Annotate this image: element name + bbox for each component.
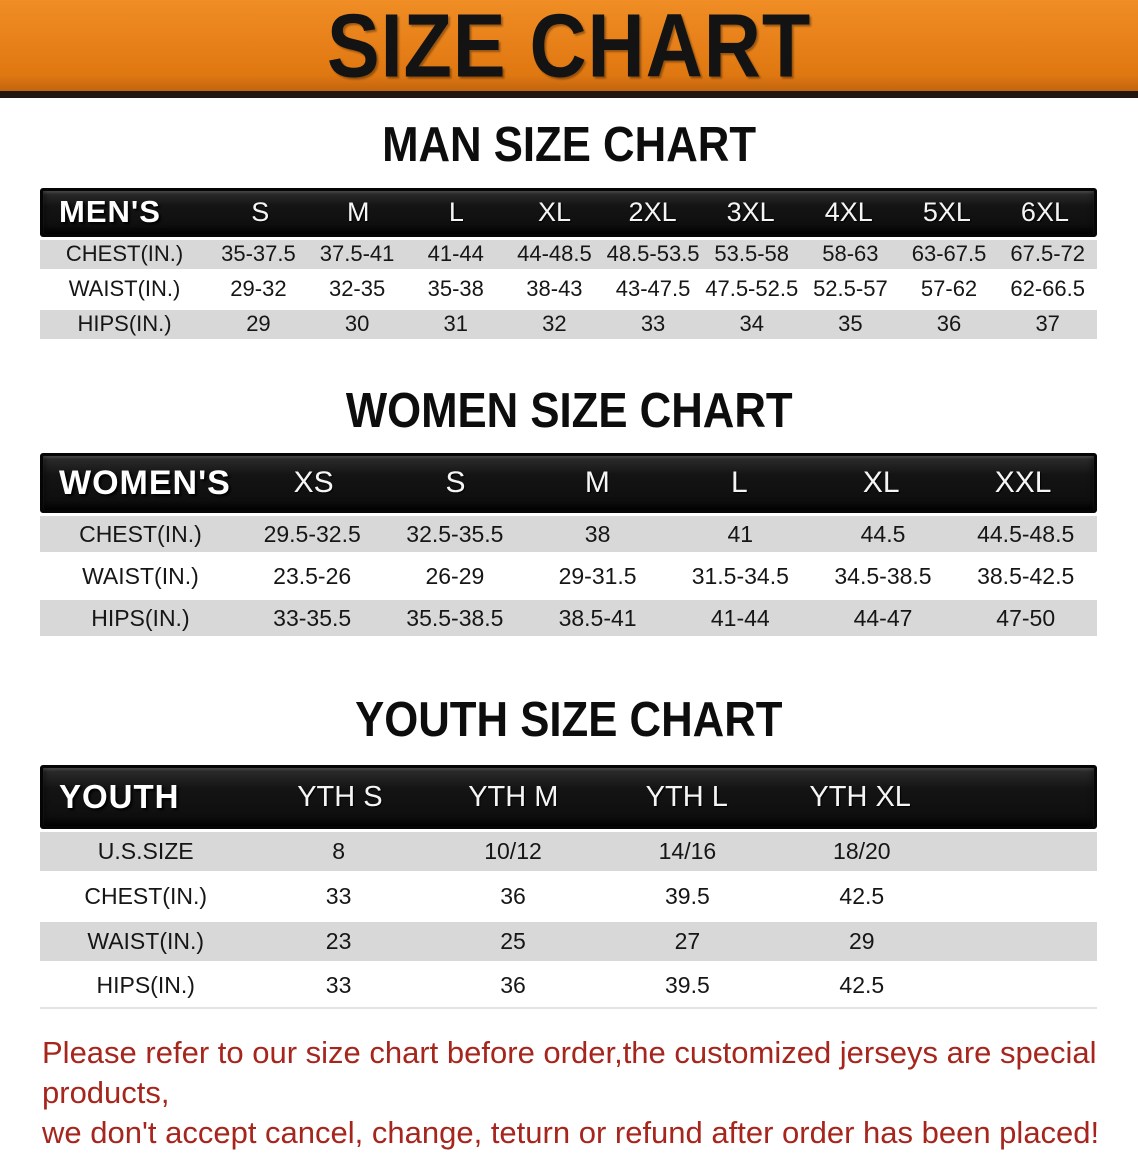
row-label: WAIST(IN.) bbox=[87, 928, 205, 955]
value-cell: 8 bbox=[332, 838, 345, 865]
value-cell: 38.5-42.5 bbox=[977, 562, 1075, 589]
size-header-cell: YTH L bbox=[645, 780, 728, 813]
disclaimer-line-2: we don't accept cancel, change, teturn or refund after order has been placed! bbox=[42, 1115, 1100, 1151]
value-cell: 43-47.5 bbox=[615, 276, 691, 302]
size-header-cell: YTH M bbox=[468, 780, 559, 813]
men-section-title bbox=[0, 115, 1138, 172]
value-cell: 14/16 bbox=[658, 838, 717, 865]
value-cell: 32-35 bbox=[328, 276, 386, 302]
row-label: CHEST(IN.) bbox=[65, 241, 184, 267]
table-row bbox=[40, 829, 1097, 874]
table-row bbox=[40, 237, 1097, 272]
table-header-label: YOUTH bbox=[59, 778, 180, 816]
size-header-cell: 4XL bbox=[824, 196, 873, 227]
value-cell: 35 bbox=[838, 311, 863, 337]
value-cell: 37.5-41 bbox=[319, 241, 395, 267]
size-header-cell: 6XL bbox=[1020, 196, 1069, 227]
value-cell: 29.5-32.5 bbox=[263, 520, 361, 547]
women-section-title-text: WOMEN SIZE CHART bbox=[345, 381, 793, 437]
value-cell: 41-44 bbox=[710, 604, 770, 631]
value-cell: 30 bbox=[344, 311, 370, 337]
table-header-label: WOMEN'S bbox=[59, 463, 231, 502]
youth-section-title-text: YOUTH SIZE CHART bbox=[355, 691, 783, 747]
size-header-cell: S bbox=[251, 196, 270, 227]
women-section-title bbox=[0, 381, 1138, 437]
size-header-cell: 5XL bbox=[922, 196, 971, 227]
section-women bbox=[0, 381, 1138, 640]
value-cell: 35.5-38.5 bbox=[406, 604, 504, 631]
value-cell: 47-50 bbox=[996, 604, 1056, 631]
value-cell: 32 bbox=[542, 311, 567, 337]
value-cell: 36 bbox=[500, 883, 526, 910]
value-cell: 38.5-41 bbox=[558, 604, 637, 631]
youth-size-table bbox=[40, 765, 1097, 1009]
size-header-cell: M bbox=[347, 196, 370, 227]
value-cell: 23 bbox=[325, 928, 352, 955]
value-cell: 38-43 bbox=[526, 276, 583, 302]
youth-section-title bbox=[0, 693, 1138, 745]
value-cell: 38 bbox=[584, 520, 611, 547]
row-label: HIPS(IN.) bbox=[96, 972, 195, 999]
size-header-cell: S bbox=[445, 466, 466, 500]
value-cell: 58-63 bbox=[822, 241, 879, 267]
women-size-table bbox=[40, 453, 1097, 639]
value-cell: 26-29 bbox=[425, 562, 485, 589]
table-header-row bbox=[40, 453, 1097, 513]
value-cell: 31.5-34.5 bbox=[691, 562, 789, 589]
value-cell: 23.5-26 bbox=[273, 562, 352, 589]
size-header-cell: 2XL bbox=[628, 196, 677, 227]
table-row bbox=[40, 272, 1097, 307]
value-cell: 62-66.5 bbox=[1010, 276, 1085, 302]
value-cell: 34 bbox=[739, 311, 764, 337]
table-header-row bbox=[40, 188, 1097, 237]
size-header-cell: XXL bbox=[994, 466, 1052, 500]
value-cell: 63-67.5 bbox=[911, 241, 987, 267]
section-youth bbox=[0, 693, 1138, 1009]
row-label: HIPS(IN.) bbox=[91, 604, 190, 631]
value-cell: 41 bbox=[727, 520, 754, 547]
value-cell: 29 bbox=[849, 928, 875, 955]
value-cell: 36 bbox=[936, 311, 962, 337]
value-cell: 53.5-58 bbox=[714, 241, 790, 267]
value-cell: 67.5-72 bbox=[1010, 241, 1085, 267]
value-cell: 29 bbox=[246, 311, 271, 337]
value-cell: 42.5 bbox=[839, 883, 885, 910]
value-cell: 25 bbox=[500, 928, 526, 955]
size-header-cell: L bbox=[448, 196, 464, 227]
value-cell: 33 bbox=[640, 311, 666, 337]
value-cell: 32.5-35.5 bbox=[406, 520, 504, 547]
size-header-cell: 3XL bbox=[726, 196, 775, 227]
value-cell: 36 bbox=[500, 972, 526, 999]
value-cell: 10/12 bbox=[484, 838, 542, 865]
table-row bbox=[40, 919, 1097, 964]
size-header-cell: L bbox=[730, 466, 748, 500]
value-cell: 31 bbox=[443, 311, 468, 337]
value-cell: 44-48.5 bbox=[517, 241, 592, 267]
size-header-cell: XL bbox=[537, 196, 571, 227]
table-row bbox=[40, 874, 1097, 919]
value-cell: 47.5-52.5 bbox=[705, 276, 799, 302]
section-men bbox=[0, 115, 1138, 342]
value-cell: 52.5-57 bbox=[813, 276, 888, 302]
row-label: WAIST(IN.) bbox=[82, 562, 199, 589]
value-cell: 29-32 bbox=[230, 276, 287, 302]
banner bbox=[0, 0, 1138, 98]
row-label: CHEST(IN.) bbox=[79, 520, 202, 547]
value-cell: 35-38 bbox=[427, 276, 484, 302]
value-cell: 41-44 bbox=[427, 241, 484, 267]
table-header-row bbox=[40, 765, 1097, 829]
table-header-label: MEN'S bbox=[59, 194, 161, 230]
value-cell: 37 bbox=[1035, 311, 1060, 337]
value-cell: 33-35.5 bbox=[273, 604, 352, 631]
row-label: WAIST(IN.) bbox=[68, 276, 181, 302]
size-header-cell: M bbox=[584, 466, 610, 500]
table-row bbox=[40, 964, 1097, 1009]
value-cell: 29-31.5 bbox=[558, 562, 637, 589]
men-size-table bbox=[40, 188, 1097, 342]
value-cell: 33 bbox=[325, 972, 352, 999]
size-header-cell: XL bbox=[862, 466, 900, 500]
row-label: HIPS(IN.) bbox=[77, 311, 172, 337]
value-cell: 42.5 bbox=[839, 972, 885, 999]
value-cell: 33 bbox=[325, 883, 352, 910]
value-cell: 34.5-38.5 bbox=[834, 562, 932, 589]
table-row bbox=[40, 555, 1097, 597]
table-row bbox=[40, 513, 1097, 555]
value-cell: 44.5-48.5 bbox=[977, 520, 1075, 547]
size-header-cell: XS bbox=[293, 466, 334, 500]
value-cell: 39.5 bbox=[665, 883, 710, 910]
value-cell: 44-47 bbox=[853, 604, 913, 631]
men-section-title-text: MAN SIZE CHART bbox=[382, 115, 756, 172]
value-cell: 35-37.5 bbox=[221, 241, 296, 267]
value-cell: 18/20 bbox=[833, 838, 891, 865]
disclaimer bbox=[42, 1033, 1108, 1153]
value-cell: 48.5-53.5 bbox=[606, 241, 700, 267]
banner-title: SIZE CHART bbox=[326, 0, 812, 96]
value-cell: 27 bbox=[674, 928, 701, 955]
row-label: U.S.SIZE bbox=[97, 838, 194, 865]
value-cell: 44.5 bbox=[860, 520, 906, 547]
size-header-cell: YTH S bbox=[297, 780, 383, 813]
table-row bbox=[40, 597, 1097, 639]
row-label: CHEST(IN.) bbox=[84, 883, 208, 910]
size-header-cell: YTH XL bbox=[809, 780, 911, 813]
value-cell: 39.5 bbox=[665, 972, 710, 999]
disclaimer-line-1: Please refer to our size chart before order,the customized jerseys are special products, bbox=[42, 1035, 1097, 1111]
table-row bbox=[40, 307, 1097, 342]
value-cell: 57-62 bbox=[920, 276, 978, 302]
